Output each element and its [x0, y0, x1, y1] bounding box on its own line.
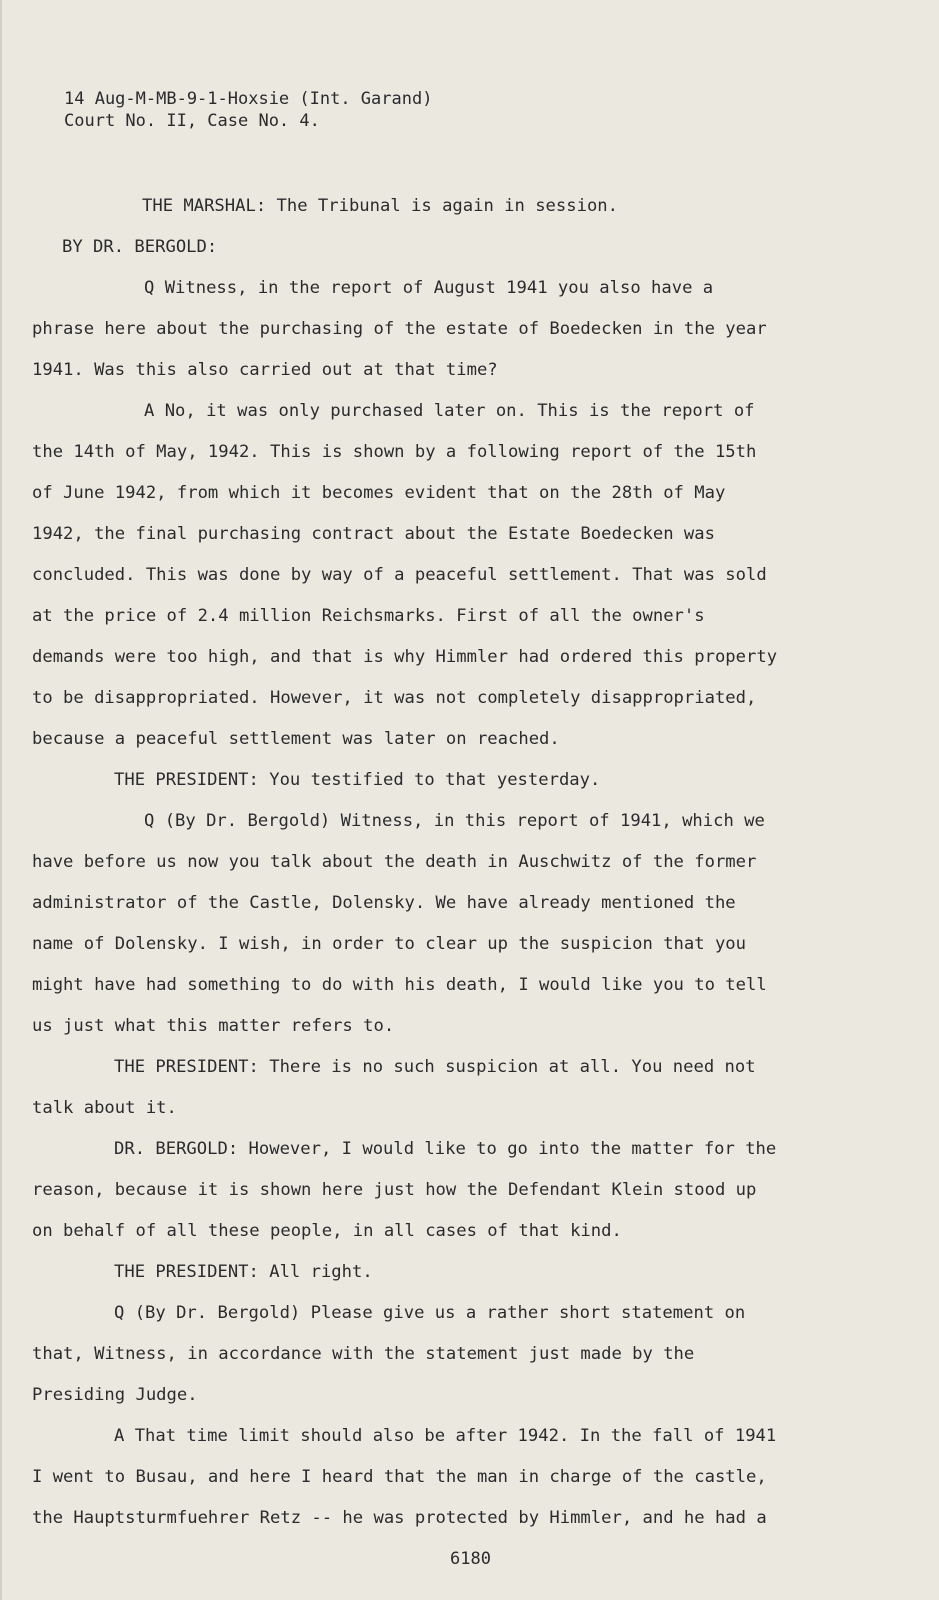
- header-line-1: 14 Aug-M-MB-9-1-Hoxsie (Int. Garand): [64, 89, 433, 109]
- header-line-2: Court No. II, Case No. 4.: [64, 111, 320, 131]
- transcript-paragraph: A No, it was only purchased later on. This is the report of the 14th of May, 1942. This is shown by a following report of the 15th of June 1942, from which it becomes evident that on the 28th of May 1942, the final purchasing contract about the Estate Boedecken was concluded. This was done by way of a peaceful settlement. That was sold at the price of 2.4 million Reichsmarks. First of all the owner's demands were too high, and that is why Himmler had ordered this property to be disappropriated. However, it was not completely disappropriated, because a peaceful settlement was later on reached.: [32, 401, 778, 749]
- transcript-paragraph: THE MARSHAL: The Tribunal is again in session.: [142, 196, 618, 216]
- transcript-paragraph: Q (By Dr. Bergold) Please give us a rather short statement on that, Witness, in accordance with the statement just made by the Presiding Judge.: [32, 1303, 746, 1405]
- transcript-paragraph: THE PRESIDENT: You testified to that yesterday.: [114, 770, 601, 790]
- document-header: [64, 88, 432, 132]
- transcript-paragraph: BY DR. BERGOLD:: [62, 237, 218, 257]
- page-number: 6180: [450, 1549, 491, 1569]
- transcript-body: [32, 186, 784, 1539]
- transcript-paragraph: DR. BERGOLD: However, I would like to go into the matter for the reason, because it is shown here just how the Defendant Klein stood up on behalf of all these people, in all cases of that kind.: [32, 1139, 777, 1241]
- transcript-paragraph: Q Witness, in the report of August 1941 you also have a phrase here about the purchasing of the estate of Boedecken in the year 1941. Was this also carried out at that time?: [32, 278, 767, 380]
- transcript-paragraph: Q (By Dr. Bergold) Witness, in this report of 1941, which we have before us now you talk about the death in Auschwitz of the former administrator of the Castle, Dolensky. We have already mentioned the name of Dolensky. I wish, in order to clear up the suspicion that you might have had something to do with his death, I would like you to tell us just what this matter refers to.: [32, 811, 767, 1036]
- transcript-paragraph: THE PRESIDENT: There is no such suspicion at all. You need not talk about it.: [32, 1057, 756, 1118]
- transcript-paragraph: A That time limit should also be after 1942. In the fall of 1941 I went to Busau, and here I heard that the man in charge of the castle, the Hauptsturmfuehrer Retz -- he was protected by Himmler, and he had a: [32, 1426, 777, 1528]
- transcript-paragraph: THE PRESIDENT: All right.: [114, 1262, 373, 1282]
